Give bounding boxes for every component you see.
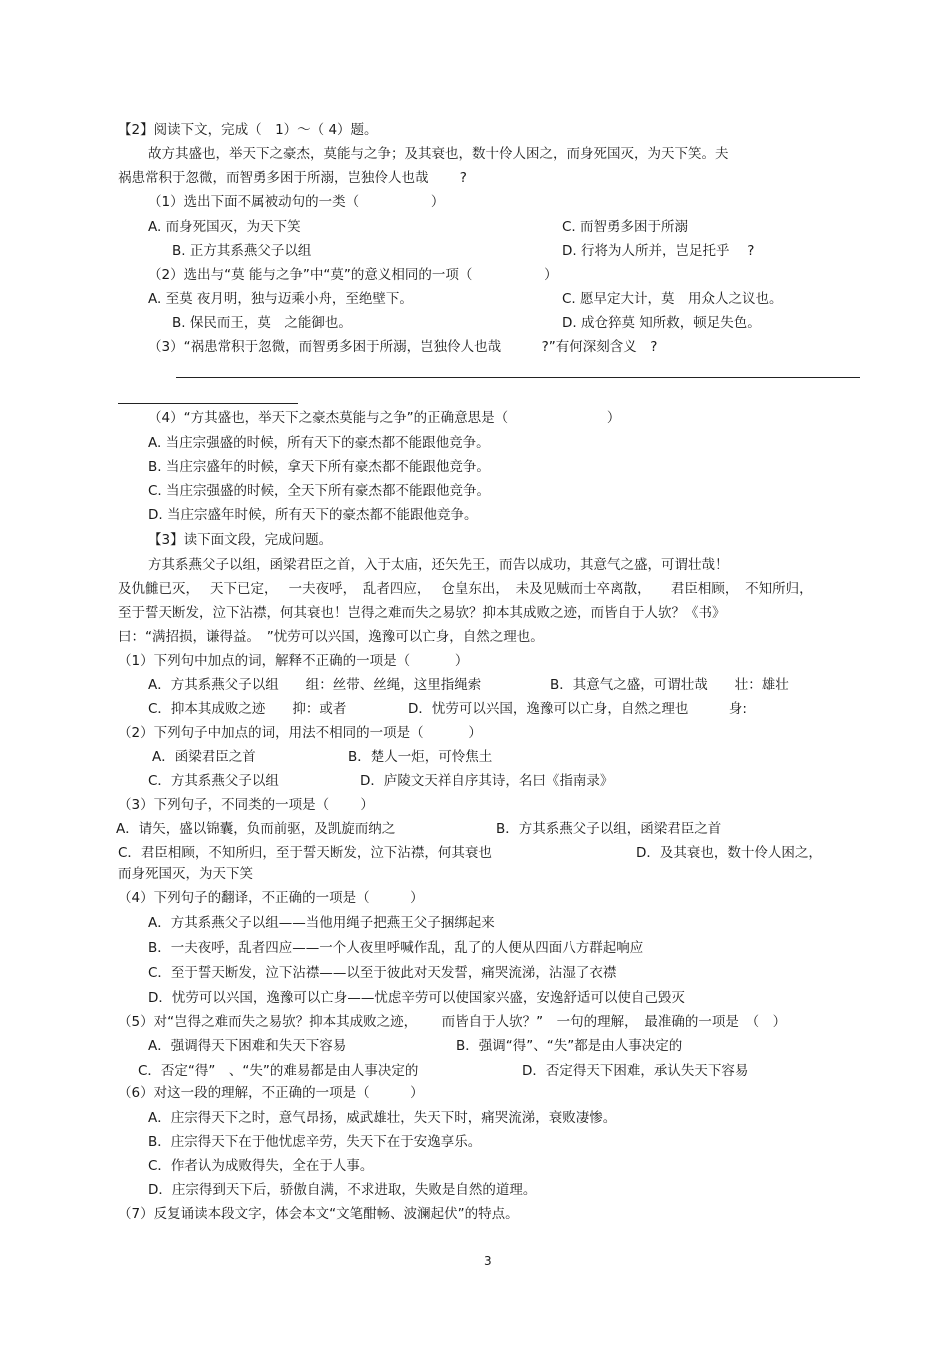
- s3-q5-option-d: D．否定得天下困难，承认失天下容易: [522, 1063, 749, 1079]
- s3-q1-option-c: C．抑本其成败之迹 抑：或者: [148, 701, 347, 717]
- s3-q6-option-c: C．作者认为成败得失，全在于人事。: [148, 1158, 374, 1174]
- s3-q2-option-b: B．楚人一炬，可怜焦土: [348, 749, 493, 765]
- s2-q2-option-d: D. 成仓猝莫 知所救，顿足失色。: [562, 315, 761, 331]
- s3-q3-stem: （3）下列句子，不同类的一项是（ ）: [118, 797, 374, 813]
- section2-passage-line-2: 祸患常积于忽微，而智勇多困于所溺，岂独伶人也哉 ?: [118, 170, 467, 186]
- section3-passage-line-3: 至于誓天断发，泣下沾襟，何其衰也！岂得之难而失之易欤？抑本其成败之迹，而皆自于人欤？《书》: [118, 605, 726, 621]
- s3-q6-stem: （6）对这一段的理解，不正确的一项是（ ）: [118, 1085, 424, 1101]
- s3-q1-option-b: B．其意气之盛，可谓壮哉 壮：雄壮: [550, 677, 789, 693]
- s3-q2-stem: （2）下列句子中加点的词，用法不相同的一项是（ ）: [118, 725, 482, 741]
- section3-passage-line-4: 曰：“满招损，谦得益。 ”忧劳可以兴国，逸豫可以亡身，自然之理也。: [118, 629, 544, 645]
- s3-q5-option-b: B．强调“得”、“失”都是由人事决定的: [456, 1038, 683, 1054]
- s3-q1-option-d: D．忧劳可以兴国，逸豫可以亡身，自然之理也 身:: [408, 701, 747, 717]
- answer-line: [118, 403, 298, 404]
- s3-q4-stem: （4）下列句子的翻译，不正确的一项是（ ）: [118, 890, 424, 906]
- s2-q4-stem: （4）“方其盛也，举天下之豪杰莫能与之争”的正确意思是（ ）: [148, 410, 621, 426]
- s3-q6-option-a: A．庄宗得天下之时，意气昂扬，威武雄壮，失天下时，痛哭流涕，衰败凄惨。: [148, 1110, 617, 1126]
- s3-q1-stem: （1）下列句中加点的词，解释不正确的一项是（ ）: [118, 653, 469, 669]
- s3-q3-option-c: C．君臣相顾，不知所归，至于誓天断发，泣下沾襟，何其衰也: [118, 845, 492, 861]
- s2-q1-option-b: B. 正方其系燕父子以组: [172, 243, 312, 259]
- s3-q4-option-a: A．方其系燕父子以组——当他用绳子把燕王父子捆绑起来: [148, 915, 495, 931]
- s3-q5-stem: （5）对“岂得之难而失之易欤？抑本其成败之迹， 而皆自于人欤？” 一句的理解， 最准确的一项是 （ ）: [118, 1014, 787, 1030]
- section3-passage-line-1: 方其系燕父子以组，函梁君臣之首，入于太庙，还矢先王，而告以成功，其意气之盛，可谓壮哉！: [148, 557, 729, 573]
- s2-q1-option-a: A. 而身死国灭，为天下笑: [148, 219, 301, 235]
- s2-q1-stem: （1）选出下面不属被动句的一类（ ）: [148, 194, 445, 210]
- s3-q5-option-c: C．否定“得” 、“失”的难易都是由人事决定的: [138, 1063, 419, 1079]
- s3-q1-option-a: A．方其系燕父子以组 组：丝带、丝绳，这里指绳索: [148, 677, 482, 693]
- s3-q3-option-d-continued: 而身死国灭，为天下笑: [118, 866, 253, 882]
- s2-q4-option-d: D. 当庄宗盛年时候，所有天下的豪杰都不能跟他竞争。: [148, 507, 478, 523]
- page-number: 3: [484, 1254, 492, 1268]
- s2-q4-option-c: C. 当庄宗强盛的时候，全天下所有豪杰都不能跟他竞争。: [148, 483, 491, 499]
- s3-q6-option-d: D．庄宗得到天下后，骄傲自满，不求进取，失败是自然的道理。: [148, 1182, 537, 1198]
- s3-q3-option-d: D．及其衰也，数十伶人困之，: [636, 845, 822, 861]
- s3-q3-option-b: B．方其系燕父子以组，函梁君臣之首: [496, 821, 722, 837]
- s3-q3-option-a: A．请矢，盛以锦囊，负而前驱，及凯旋而纳之: [116, 821, 396, 837]
- s3-q4-option-c: C．至于誓天断发，泣下沾襟——以至于彼此对天发誓，痛哭流涕，沾湿了衣襟: [148, 965, 617, 981]
- s2-q4-option-b: B. 当庄宗盛年的时候，拿天下所有豪杰都不能跟他竞争。: [148, 459, 490, 475]
- section2-passage-line-1: 故方其盛也，举天下之豪杰，莫能与之争；及其衰也，数十伶人困之，而身死国灭，为天下笑。夫: [148, 146, 729, 162]
- s2-q2-option-a: A. 至莫 夜月明，独与迈乘小舟，至绝壁下。: [148, 291, 413, 307]
- s2-q2-option-c: C. 愿早定大计，莫 用众人之议也。: [562, 291, 783, 307]
- section3-header: 【3】读下面文段，完成问题。: [148, 532, 333, 548]
- s2-q1-option-d: D. 行将为人所并，岂足托乎 ?: [562, 243, 755, 259]
- section2-header: 【2】阅读下文，完成（ 1）～（ 4）题。: [118, 122, 378, 138]
- answer-line: [176, 377, 860, 378]
- s2-q1-option-c: C. 而智勇多困于所溺: [562, 219, 689, 235]
- s3-q5-option-a: A．强调得天下困难和失天下容易: [148, 1038, 347, 1054]
- s3-q2-option-a: A．函梁君臣之首: [152, 749, 256, 765]
- s3-q4-option-d: D．忧劳可以兴国，逸豫可以亡身——忧虑辛劳可以使国家兴盛，安逸舒适可以使自己毁灭: [148, 990, 685, 1006]
- s3-q2-option-d: D．庐陵文天祥自序其诗，名曰《指南录》: [360, 773, 614, 789]
- s2-q2-option-b: B. 保民而王，莫 之能御也。: [172, 315, 352, 331]
- s3-q7-stem: （7）反复诵读本段文字，体会本文“文笔酣畅、波澜起伏”的特点。: [118, 1206, 519, 1222]
- section3-passage-line-2: 及仇雠已灭， 天下已定， 一夫夜呼， 乱者四应， 仓皇东出， 未及见贼而士卒离散， 君臣相顾， 不知所归，: [118, 581, 813, 597]
- s2-q4-option-a: A. 当庄宗强盛的时候，所有天下的豪杰都不能跟他竞争。: [148, 435, 490, 451]
- s2-q2-stem: （2）选出与“莫 能与之争”中“莫”的意义相同的一项（ ）: [148, 267, 558, 283]
- s3-q2-option-c: C．方其系燕父子以组: [148, 773, 279, 789]
- s3-q6-option-b: B．庄宗得天下在于他忧虑辛劳，失天下在于安逸享乐。: [148, 1134, 482, 1150]
- s3-q4-option-b: B．一夫夜呼，乱者四应——一个人夜里呼喊作乱，乱了的人便从四面八方群起响应: [148, 940, 644, 956]
- s2-q3-stem: （3）“祸患常积于忽微，而智勇多困于所溺，岂独伶人也哉 ?”有何深刻含义 ?: [148, 339, 658, 355]
